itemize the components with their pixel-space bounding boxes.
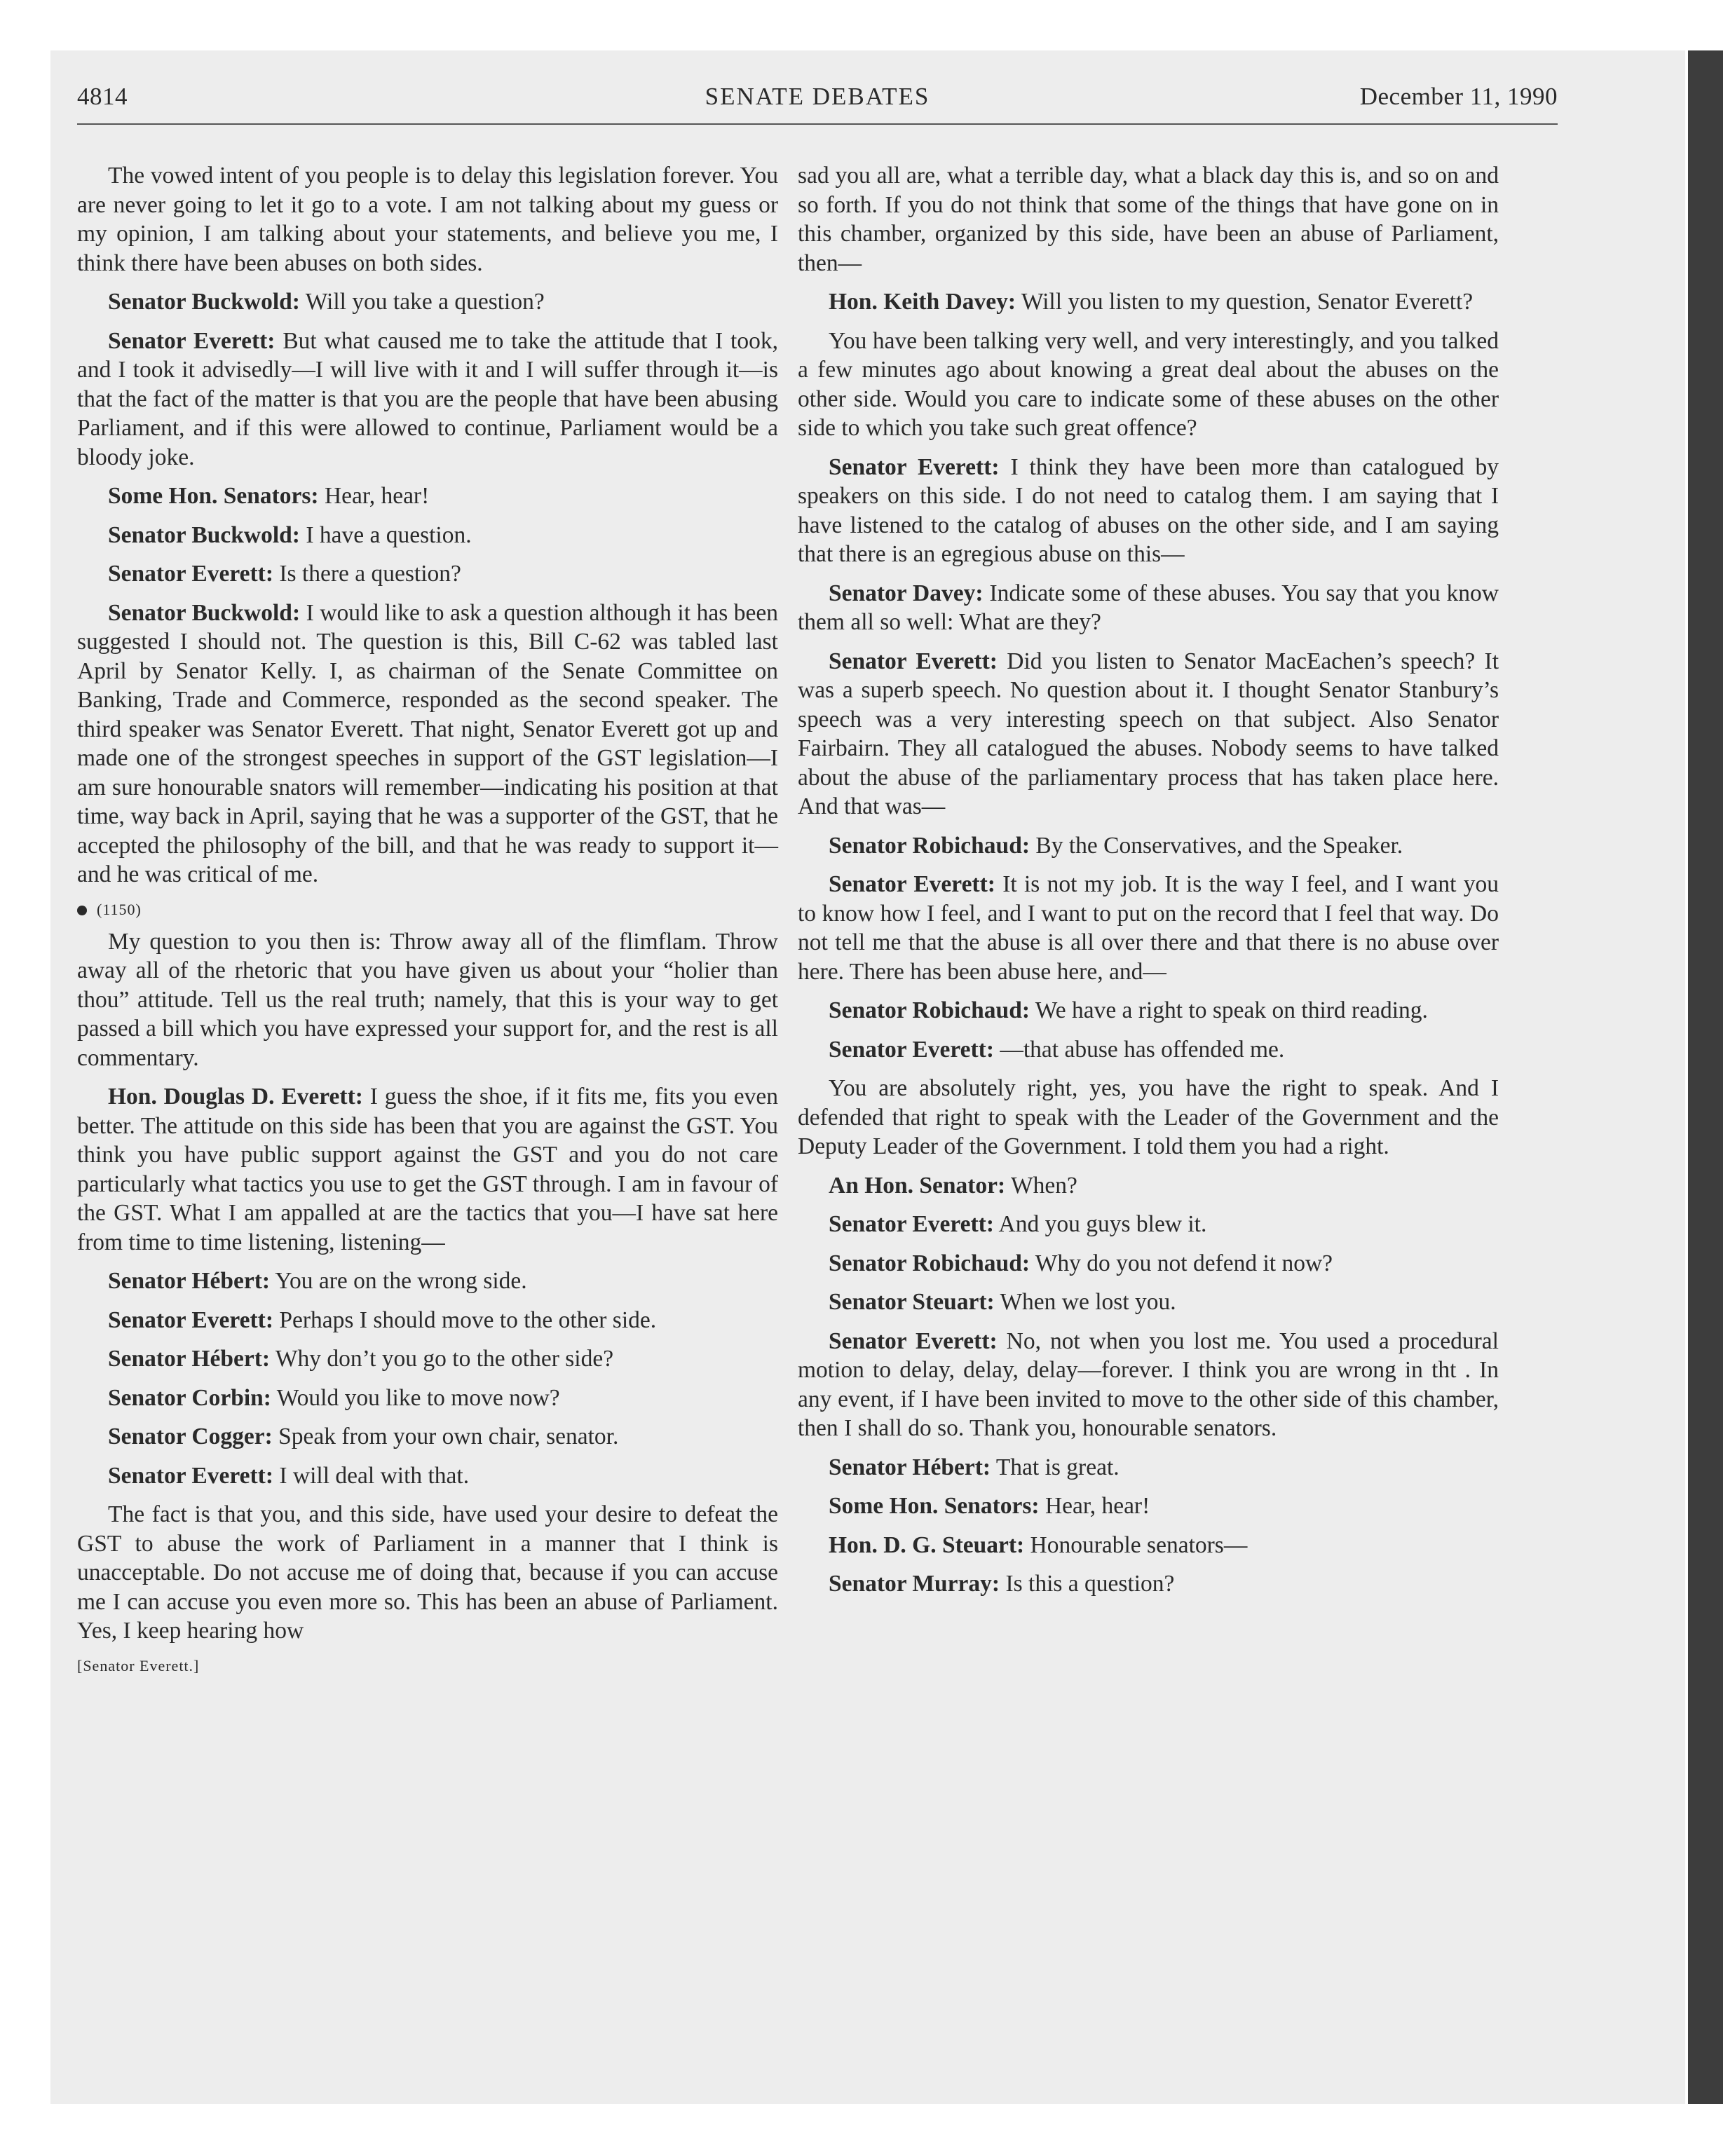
paragraph: Senator Robichaud: By the Conservatives, and the Speaker. bbox=[829, 832, 1403, 859]
paragraph: Senator Everett: I think they have been more than catalogued by speakers on this side. I do not need to catalog them. I am saying that I have listened to the catalog of abuses on the other side, and I am saying that there is an egregious abuse on this— bbox=[798, 453, 1499, 567]
paragraph: Senator Corbin: Would you like to move now? bbox=[108, 1384, 560, 1411]
paragraph: Senator Everett: I will deal with that. bbox=[108, 1462, 470, 1489]
page-header bbox=[77, 83, 1558, 125]
paragraph: You have been talking very well, and very interestingly, and you talked a few minutes ago about knowing a great deal about the abuses on the other side. Would you care to indicate some of these abuses on the other side to which you take such great offence? bbox=[798, 327, 1499, 441]
paragraph: Senator Buckwold: I have a question. bbox=[108, 521, 472, 548]
paragraph: Hon. Douglas D. Everett: I guess the shoe, if it fits me, fits you even better. The attitude on this side has been that you are against the GST. You think you have public support against the GST and you do not care particularly what tactics you use to get the GST through. I am in favour of the GST. What I am appalled at are the tactics that you—I have sat here from time to time listening, listening— bbox=[77, 1084, 779, 1255]
paragraph: Senator Hébert: That is great. bbox=[829, 1454, 1120, 1480]
publication-title: SENATE DEBATES bbox=[705, 83, 930, 110]
paragraph: Senator Buckwold: I would like to ask a question although it has been suggested I should not. The question is this, Bill C-62 was tabled last April by Senator Kelly. I, as chairman of the Senate Committee on Banking, Trade and Commerce, responded as the second speaker. The third speaker was Senator Everett. That night, Senator Everett got up and made one of the strongest speeches in support of the GST legislation—I am sure honourable snators will remember—indicating his position at that time, way back in April, saying that he was a supporter of the GST, that he accepted the philosophy of the bill, and that he was ready to support it—and he was critical of me. bbox=[77, 599, 779, 887]
right-column bbox=[798, 161, 1499, 1609]
paragraph: Senator Murray: Is this a question? bbox=[829, 1571, 1175, 1597]
paragraph: Senator Everett: It is not my job. It is the way I feel, and I want you to know how I feel, and I want to put on the record that I feel that way. Do not tell me that the abuse is all over there and that there is no abuse over here. There has been abuse here, and— bbox=[798, 871, 1499, 985]
scan-edge-bar bbox=[1688, 50, 1723, 2104]
paragraph: Senator Robichaud: We have a right to speak on third reading. bbox=[829, 997, 1428, 1023]
paragraph: Some Hon. Senators: Hear, hear! bbox=[829, 1493, 1150, 1519]
paragraph: Senator Everett: And you guys blew it. bbox=[829, 1211, 1207, 1237]
paragraph: An Hon. Senator: When? bbox=[829, 1172, 1077, 1199]
paragraph: Hon. D. G. Steuart: Honourable senators— bbox=[829, 1531, 1248, 1558]
paragraph: Senator Everett: Did you listen to Senator MacEachen’s speech? It was a superb speech. No question about it. I thought Senator Stanbury’s speech was a very interesting speech on that subject. Also Senator Fairbairn. They all catalogued the abuses. Nobody seems to have talked about the abuse of the parliamentary process that has taken place here. And that was— bbox=[798, 648, 1499, 819]
paragraph: Senator Buckwold: Will you take a question? bbox=[108, 289, 545, 315]
paragraph: Senator Everett: No, not when you lost me. You used a procedural motion to delay, delay, delay—forever. I think you are wrong in tht . In any event, if I have been invited to move to the other side of this chamber, then I shall do so. Thank you, honourable senators. bbox=[798, 1328, 1499, 1441]
paragraph: Senator Hébert: Why don’t you go to the other side? bbox=[108, 1346, 614, 1372]
paragraph: The fact is that you, and this side, have used your desire to defeat the GST to abuse the work of Parliament in a manner that I think is unacceptable. Do not accuse me of doing that, because if you can accuse me I can accuse you even more so. This has been an abuse of Parliament. Yes, I keep hearing how bbox=[77, 1501, 778, 1644]
paragraph: sad you all are, what a terrible day, what a black day this is, and so on and so forth. If you do not think that some of the things that have gone on in this chamber, organized by this side, have been an abuse of Parliament, then— bbox=[798, 163, 1499, 276]
paragraph: You are absolutely right, yes, you have the right to speak. And I defended that right to speak with the Leader of the Government and the Deputy Leader of the Government. I told them you had a right. bbox=[798, 1075, 1499, 1159]
paragraph: Senator Everett: Is there a question? bbox=[108, 561, 461, 587]
paragraph: Senator Everett: Perhaps I should move to the other side. bbox=[108, 1306, 657, 1333]
paragraph: Senator Steuart: When we lost you. bbox=[829, 1289, 1176, 1315]
page-number: 4814 bbox=[77, 83, 128, 110]
paragraph: Hon. Keith Davey: Will you listen to my question, Senator Everett? bbox=[829, 289, 1474, 315]
time-marker: (1150) bbox=[77, 899, 778, 920]
paragraph: Senator Everett: —that abuse has offended me. bbox=[829, 1036, 1285, 1063]
paragraph: The vowed intent of you people is to delay this legislation forever. You are never going to let it go to a vote. I am not talking about my guess or my opinion, I am talking about your statements, and believe you me, I think there have been abuses on both sides. bbox=[77, 163, 778, 276]
paragraph: My question to you then is: Throw away all of the flimflam. Throw away all of the rhetoric that you have given us about your “holier than thou” attitude. Tell us the real truth; namely, that this is your way to get passed a bill which you have expressed your support for, and the rest is all commentary. bbox=[77, 928, 778, 1071]
paragraph: Senator Davey: Indicate some of these abuses. You say that you know them all so well: What are they? bbox=[798, 580, 1499, 635]
paragraph: Senator Everett: But what caused me to take the attitude that I took, and I took it advisedly—I will live with it and I will suffer through it—is that the fact of the matter is that you are the people that have been abusing Parliament, and if this were allowed to continue, Parliament would be a bloody joke. bbox=[77, 327, 778, 470]
paragraph: Senator Hébert: You are on the wrong side. bbox=[108, 1268, 527, 1294]
debate-date: December 11, 1990 bbox=[1359, 83, 1558, 110]
left-column bbox=[77, 161, 778, 1677]
speaker-footnote: [Senator Everett.] bbox=[77, 1656, 200, 1674]
paragraph: Senator Robichaud: Why do you not defend it now? bbox=[829, 1250, 1333, 1276]
bullet-icon bbox=[77, 906, 87, 915]
paragraph: Some Hon. Senators: Hear, hear! bbox=[108, 483, 430, 509]
paragraph: Senator Cogger: Speak from your own chair, senator. bbox=[108, 1424, 619, 1449]
